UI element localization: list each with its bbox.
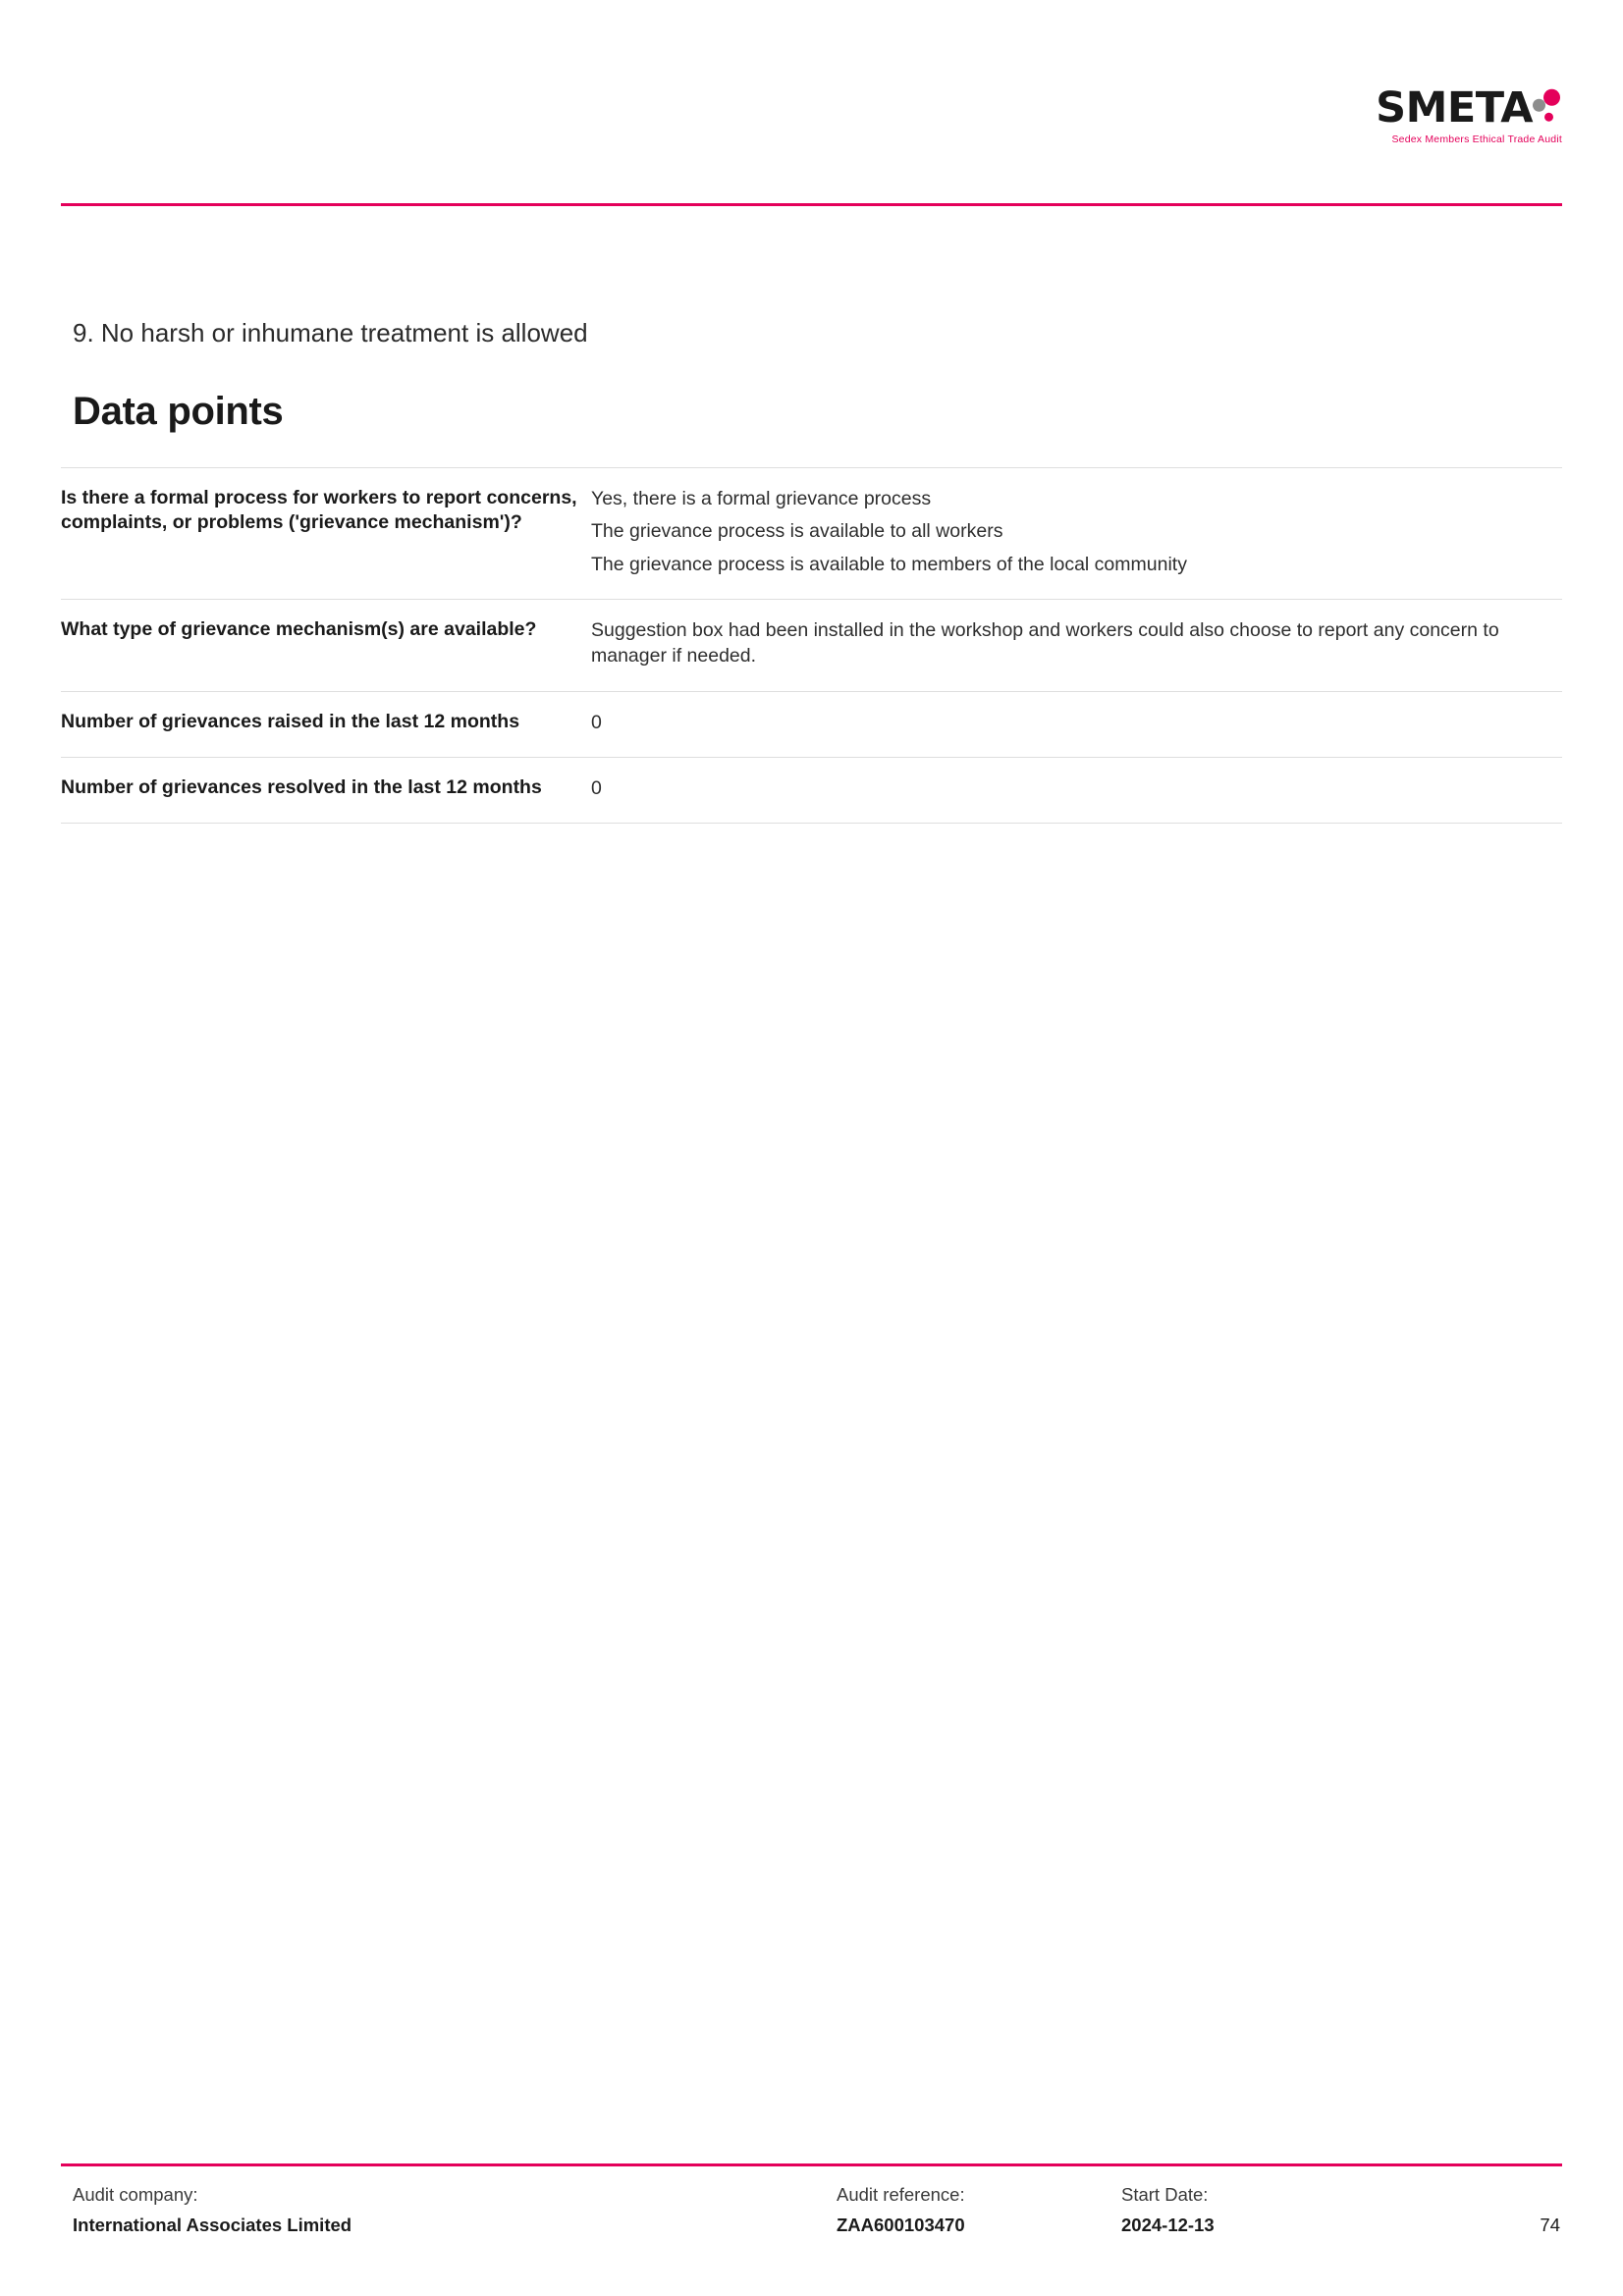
- footer-start-date-value: 2024-12-13: [1121, 2215, 1215, 2235]
- answer-line: Suggestion box had been installed in the workshop and workers could also choose to report any concern to manager if needed.: [591, 618, 1499, 667]
- footer-audit-reference: [837, 2184, 965, 2236]
- section-title: 9. No harsh or inhumane treatment is allowed: [73, 318, 588, 347]
- logo-dots-icon: [1533, 87, 1562, 127]
- footer-divider: [61, 2163, 1562, 2166]
- footer-audit-company-value: International Associates Limited: [73, 2215, 352, 2235]
- answer-line: 0: [591, 776, 602, 799]
- page-content: [61, 208, 1562, 2163]
- datapoint-question: What type of grievance mechanism(s) are available?: [61, 617, 537, 640]
- smeta-logo: [1376, 82, 1562, 145]
- footer-start-date-label: Start Date:: [1121, 2184, 1209, 2205]
- table-row: [61, 599, 1562, 691]
- answer-line: The grievance process is available to members of the local community: [591, 553, 1187, 575]
- datapoint-answer: [591, 468, 1562, 600]
- answer-line: The grievance process is available to all workers: [591, 520, 1003, 543]
- header-divider: [61, 203, 1562, 206]
- logo-wordmark: SMETA: [1376, 82, 1533, 133]
- datapoint-question: Number of grievances raised in the last 12 months: [61, 710, 520, 732]
- datapoint-answer: [591, 757, 1562, 823]
- table-row: [61, 691, 1562, 757]
- answer-line: 0: [591, 711, 602, 733]
- footer-audit-reference-label: Audit reference:: [837, 2184, 965, 2205]
- datapoint-answer: [591, 599, 1562, 691]
- datapoint-question: Number of grievances resolved in the last 12 months: [61, 775, 542, 798]
- footer-audit-company-label: Audit company:: [73, 2184, 198, 2205]
- footer-audit-company: [73, 2184, 352, 2236]
- datapoints-table: [61, 467, 1562, 824]
- logo-tagline: Sedex Members Ethical Trade Audit: [1391, 133, 1562, 145]
- table-row: [61, 757, 1562, 823]
- page-header: [61, 0, 1562, 208]
- footer-audit-reference-value: ZAA600103470: [837, 2215, 965, 2235]
- page-title: Data points: [73, 390, 284, 433]
- datapoint-question: Is there a formal process for workers to report concerns, complaints, or problems ('grievance mechanism')?: [61, 487, 577, 533]
- answer-line: Yes, there is a formal grievance process: [591, 488, 932, 509]
- table-row: [61, 468, 1562, 600]
- page-number: 74: [1540, 2215, 1560, 2235]
- page-footer: [61, 2163, 1562, 2296]
- footer-start-date: [1121, 2184, 1215, 2236]
- datapoint-answer: [591, 691, 1562, 757]
